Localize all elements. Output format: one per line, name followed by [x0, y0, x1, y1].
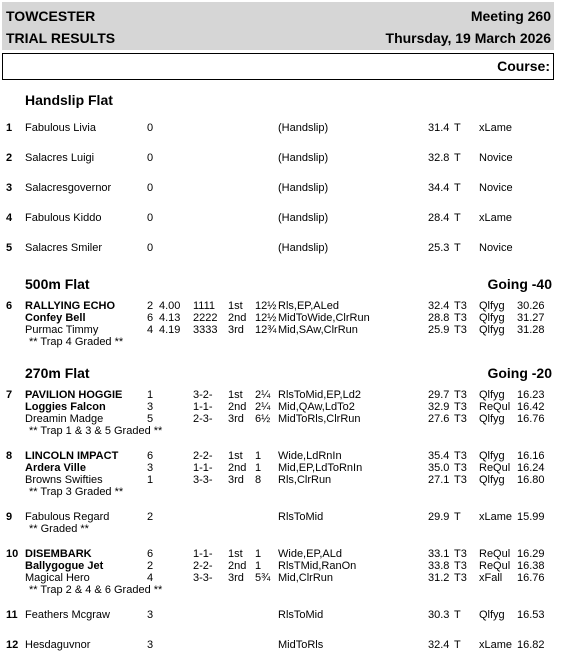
cell-tc: T — [454, 122, 461, 134]
cell-time: 28.4 — [428, 212, 450, 224]
cell-tc: T3 — [454, 300, 467, 312]
cell-pos: 1-1- — [193, 548, 213, 560]
meeting-date: Thursday, 19 March 2026 — [385, 30, 551, 46]
cell-dist: 1 — [255, 560, 262, 572]
cell-name: Fabulous Regard — [25, 511, 110, 523]
cell-pos: 3333 — [193, 324, 218, 336]
cell-tc: T3 — [454, 450, 467, 462]
result-number: 2 — [6, 152, 13, 164]
cell-time: 32.8 — [428, 152, 450, 164]
cell-cal: 16.80 — [517, 474, 545, 486]
cell-time: 25.9 — [428, 324, 450, 336]
cell-cal: 16.24 — [517, 462, 545, 474]
cell-name: DISEMBARK — [25, 548, 92, 560]
cell-name: Fabulous Livia — [25, 122, 96, 134]
cell-tc: T3 — [454, 324, 467, 336]
cell-comment: RlsToMid — [278, 511, 324, 523]
cell-tc: T3 — [454, 548, 467, 560]
cell-name: PAVILION HOGGIE — [25, 389, 123, 401]
cell-comment: Wide,LdRnIn — [278, 450, 342, 462]
cell-comment: (Handslip) — [278, 152, 329, 164]
cell-time: 32.4 — [428, 639, 450, 651]
cell-comment: MidToRls,ClrRun — [278, 413, 361, 425]
cell-tc: T — [454, 182, 461, 194]
cell-comment: RlsToMid,EP,Ld2 — [278, 389, 361, 401]
cell-fin: 1st — [228, 300, 243, 312]
cell-dist: 12½ — [255, 300, 277, 312]
cell-comment: MidToRls — [278, 639, 324, 651]
cell-cal: 15.99 — [517, 511, 545, 523]
cell-name: Magical Hero — [25, 572, 90, 584]
cell-pos: 1111 — [193, 300, 216, 312]
venue-title: TOWCESTER — [6, 8, 96, 24]
cell-grade: xLame — [479, 122, 513, 134]
result-number: 8 — [6, 450, 13, 462]
cell-pos: 3-2- — [193, 389, 213, 401]
cell-trap: 2 — [147, 511, 154, 523]
cell-grade: xLame — [479, 511, 513, 523]
cell-cal: 16.76 — [517, 413, 545, 425]
cell-grade: Qlfyg — [479, 609, 505, 621]
cell-fin: 1st — [228, 450, 243, 462]
cell-trap: 0 — [147, 152, 154, 164]
cell-time: 32.4 — [428, 300, 450, 312]
cell-tc: T — [454, 511, 461, 523]
section-title: 270m Flat — [25, 365, 90, 381]
cell-pos: 2222 — [193, 312, 218, 324]
cell-time: 33.8 — [428, 560, 450, 572]
cell-cal: 16.29 — [517, 548, 545, 560]
result-number: 5 — [6, 242, 13, 254]
report-subtitle: TRIAL RESULTS — [6, 30, 116, 46]
cell-cal: 30.26 — [517, 300, 545, 312]
cell-dist: 5¾ — [255, 572, 271, 584]
cell-cal: 16.23 — [517, 389, 545, 401]
cell-sec: 4.00 — [159, 300, 181, 312]
cell-trap: 0 — [147, 212, 154, 224]
cell-sec: 4.13 — [159, 312, 181, 324]
cell-trap: 4 — [147, 324, 154, 336]
cell-cal: 16.42 — [517, 401, 545, 413]
cell-grade: Qlfyg — [479, 413, 505, 425]
grading-note: ** Trap 4 Graded ** — [29, 336, 124, 348]
cell-trap: 0 — [147, 182, 154, 194]
cell-name: Ballygogue Jet — [25, 560, 104, 572]
cell-grade: Qlfyg — [479, 450, 505, 462]
cell-grade: ReQul — [479, 401, 511, 413]
cell-grade: Qlfyg — [479, 324, 505, 336]
cell-comment: RlsTMid,RanOn — [278, 560, 357, 572]
result-number: 7 — [6, 389, 13, 401]
cell-pos: 3-3- — [193, 572, 213, 584]
cell-dist: 6½ — [255, 413, 271, 425]
cell-name: Loggies Falcon — [25, 401, 106, 413]
cell-grade: Qlfyg — [479, 389, 505, 401]
cell-comment: Wide,EP,ALd — [278, 548, 343, 560]
cell-cal: 16.53 — [517, 609, 545, 621]
cell-name: Confey Bell — [25, 312, 86, 324]
cell-tc: T3 — [454, 560, 467, 572]
cell-time: 29.7 — [428, 389, 450, 401]
cell-grade: Qlfyg — [479, 312, 505, 324]
cell-name: Hesdaguvnor — [25, 639, 91, 651]
cell-fin: 1st — [228, 389, 243, 401]
cell-grade: ReQul — [479, 548, 511, 560]
result-number: 1 — [6, 122, 13, 134]
cell-name: Ardera Ville — [25, 462, 86, 474]
cell-time: 25.3 — [428, 242, 450, 254]
cell-tc: T3 — [454, 389, 467, 401]
cell-name: Salacresgovernor — [25, 182, 112, 194]
grading-note: ** Graded ** — [29, 523, 89, 535]
grading-note: ** Trap 2 & 4 & 6 Graded ** — [29, 584, 163, 596]
cell-fin: 3rd — [228, 474, 244, 486]
cell-tc: T3 — [454, 572, 467, 584]
cell-cal: 16.76 — [517, 572, 545, 584]
result-number: 10 — [6, 548, 19, 560]
cell-pos: 1-1- — [193, 462, 213, 474]
cell-fin: 2nd — [228, 560, 247, 572]
result-number: 3 — [6, 182, 13, 194]
cell-trap: 0 — [147, 242, 154, 254]
cell-time: 34.4 — [428, 182, 450, 194]
cell-name: Fabulous Kiddo — [25, 212, 102, 224]
cell-time: 33.1 — [428, 548, 450, 560]
cell-time: 27.6 — [428, 413, 450, 425]
cell-pos: 3-3- — [193, 474, 213, 486]
cell-fin: 3rd — [228, 572, 244, 584]
cell-tc: T3 — [454, 401, 467, 413]
cell-grade: xLame — [479, 212, 513, 224]
cell-fin: 1st — [228, 548, 243, 560]
result-number: 11 — [6, 609, 18, 621]
cell-cal: 16.38 — [517, 560, 545, 572]
grading-note: ** Trap 3 Graded ** — [29, 486, 124, 498]
cell-dist: 1 — [255, 548, 262, 560]
cell-time: 32.9 — [428, 401, 450, 413]
cell-time: 28.8 — [428, 312, 450, 324]
cell-grade: xLame — [479, 639, 513, 651]
cell-grade: Novice — [479, 182, 513, 194]
course-label: Course: — [497, 58, 550, 74]
cell-trap: 3 — [147, 609, 154, 621]
cell-trap: 6 — [147, 450, 154, 462]
cell-sec: 4.19 — [159, 324, 181, 336]
cell-name: Salacres Luigi — [25, 152, 95, 164]
cell-dist: 12½ — [255, 312, 277, 324]
cell-trap: 6 — [147, 548, 154, 560]
cell-cal: 16.16 — [517, 450, 545, 462]
cell-cal: 31.28 — [517, 324, 545, 336]
cell-comment: (Handslip) — [278, 122, 329, 134]
meeting-number: Meeting 260 — [470, 8, 551, 24]
cell-grade: Novice — [479, 152, 513, 164]
cell-pos: 2-2- — [193, 560, 213, 572]
cell-tc: T3 — [454, 462, 467, 474]
result-number: 6 — [6, 300, 13, 312]
cell-grade: ReQul — [479, 462, 511, 474]
cell-fin: 2nd — [228, 462, 247, 474]
cell-pos: 2-3- — [193, 413, 213, 425]
cell-name: Salacres Smiler — [25, 242, 103, 254]
cell-time: 31.2 — [428, 572, 450, 584]
cell-comment: RlsToMid — [278, 609, 324, 621]
cell-comment: Mid,EP,LdToRnIn — [278, 462, 363, 474]
cell-cal: 31.27 — [517, 312, 545, 324]
cell-time: 31.4 — [428, 122, 450, 134]
cell-dist: 1 — [255, 462, 262, 474]
cell-name: Feathers Mcgraw — [25, 609, 110, 621]
going-value: Going -20 — [487, 365, 552, 381]
cell-dist: 8 — [255, 474, 262, 486]
result-number: 9 — [6, 511, 13, 523]
cell-dist: 2¼ — [255, 389, 271, 401]
cell-pos: 1-1- — [193, 401, 213, 413]
result-number: 4 — [6, 212, 13, 224]
cell-tc: T3 — [454, 312, 467, 324]
cell-trap: 2 — [147, 300, 154, 312]
section-title: Handslip Flat — [25, 92, 113, 108]
cell-fin: 3rd — [228, 324, 244, 336]
cell-tc: T3 — [454, 413, 467, 425]
cell-time: 35.4 — [428, 450, 450, 462]
cell-time: 35.0 — [428, 462, 450, 474]
cell-tc: T — [454, 152, 461, 164]
cell-tc: T — [454, 609, 461, 621]
cell-time: 27.1 — [428, 474, 450, 486]
cell-name: Browns Swifties — [25, 474, 103, 486]
course-bar — [2, 53, 554, 80]
cell-comment: Mid,QAw,LdTo2 — [278, 401, 355, 413]
cell-trap: 3 — [147, 462, 154, 474]
cell-tc: T — [454, 639, 461, 651]
cell-trap: 1 — [147, 474, 154, 486]
cell-fin: 3rd — [228, 413, 244, 425]
cell-trap: 3 — [147, 401, 154, 413]
cell-trap: 4 — [147, 572, 154, 584]
cell-name: LINCOLN IMPACT — [25, 450, 119, 462]
result-number: 12 — [6, 639, 19, 651]
cell-fin: 2nd — [228, 401, 247, 413]
cell-fin: 2nd — [228, 312, 247, 324]
cell-grade: ReQul — [479, 560, 511, 572]
cell-time: 30.3 — [428, 609, 450, 621]
cell-trap: 0 — [147, 122, 154, 134]
cell-time: 29.9 — [428, 511, 450, 523]
cell-comment: Mid,ClrRun — [278, 572, 334, 584]
cell-trap: 1 — [147, 389, 154, 401]
cell-comment: Rls,EP,ALed — [278, 300, 339, 312]
cell-dist: 12¾ — [255, 324, 277, 336]
cell-dist: 2¼ — [255, 401, 271, 413]
cell-grade: Novice — [479, 242, 513, 254]
cell-pos: 2-2- — [193, 450, 213, 462]
cell-name: Dreamin Madge — [25, 413, 104, 425]
cell-comment: Rls,ClrRun — [278, 474, 332, 486]
cell-tc: T — [454, 212, 461, 224]
report-header — [2, 2, 554, 50]
cell-comment: (Handslip) — [278, 212, 329, 224]
cell-comment: MidToWide,ClrRun — [278, 312, 370, 324]
cell-name: RALLYING ECHO — [25, 300, 116, 312]
cell-name: Purmac Timmy — [25, 324, 99, 336]
cell-grade: Qlfyg — [479, 474, 505, 486]
cell-dist: 1 — [255, 450, 262, 462]
cell-grade: Qlfyg — [479, 300, 505, 312]
cell-trap: 5 — [147, 413, 154, 425]
section-title: 500m Flat — [25, 276, 90, 292]
cell-trap: 3 — [147, 639, 154, 651]
cell-trap: 2 — [147, 560, 154, 572]
cell-comment: (Handslip) — [278, 182, 329, 194]
cell-tc: T3 — [454, 474, 467, 486]
cell-cal: 16.82 — [517, 639, 545, 651]
cell-comment: (Handslip) — [278, 242, 329, 254]
cell-comment: Mid,SAw,ClrRun — [278, 324, 358, 336]
going-value: Going -40 — [487, 276, 552, 292]
grading-note: ** Trap 1 & 3 & 5 Graded ** — [29, 425, 163, 437]
cell-grade: xFall — [479, 572, 503, 584]
cell-tc: T — [454, 242, 461, 254]
cell-trap: 6 — [147, 312, 154, 324]
